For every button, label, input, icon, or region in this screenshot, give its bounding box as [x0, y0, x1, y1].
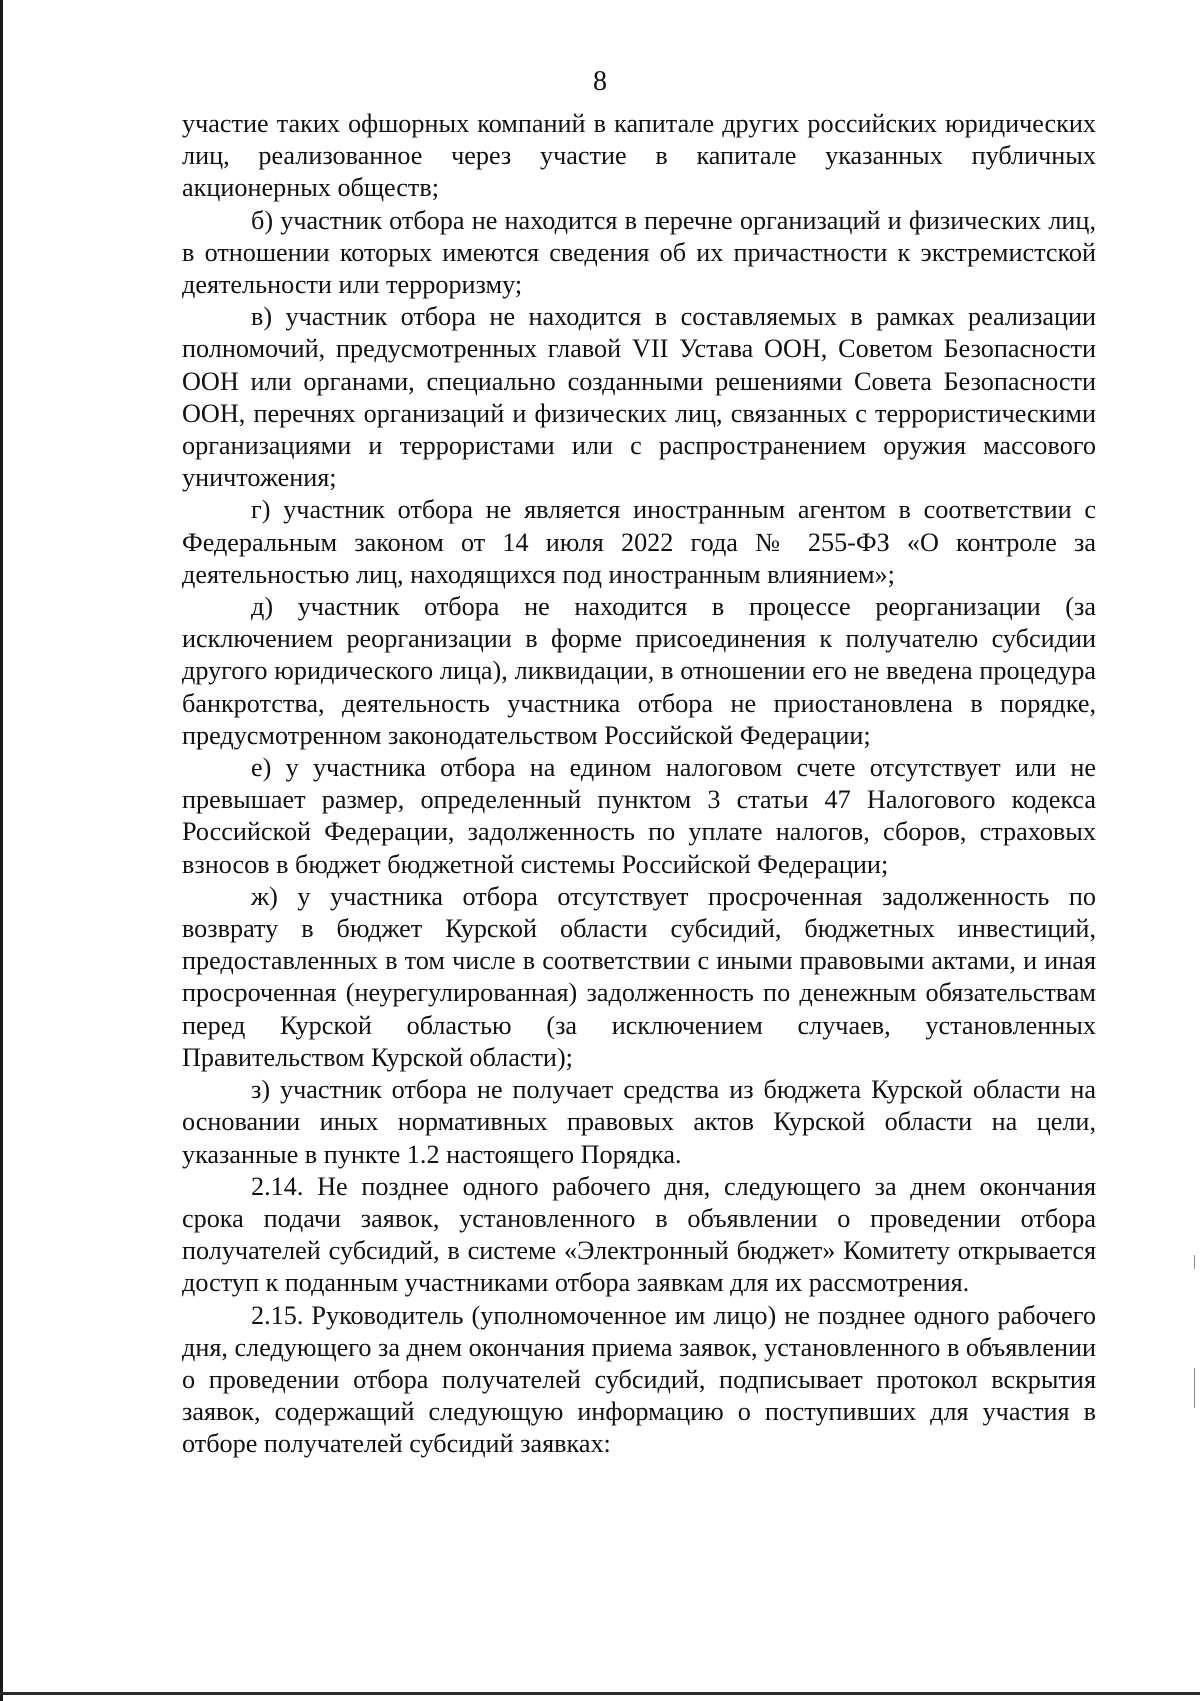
paragraph-item-b: б) участник отбора не находится в перечне организаций и физических лиц, в отношении которых имеются сведения об их причастности к экстремистской деятельности или терроризму; [182, 205, 1096, 300]
paragraph-item-z: з) участник отбора не получает средства из бюджета Курской области на основании иных нормативных правовых актов Курской области на цели, указанные в пункте 1.2 настоящего Порядка. [182, 1075, 1096, 1169]
scan-mark-upper [1194, 1255, 1195, 1269]
document-body [182, 108, 1096, 1461]
paragraph-item-zh: ж) у участника отбора отсутствует просроченная задолженность по возврату в бюджет Курской области субсидий, бюджетных инвестиций, предоставленных в том числе в соответствии с иными правовыми актами, и иная просроченная (неурегулированная) задолженность по денежным обязательствам перед Курской областью (за исключением случаев, установленных Правительством Курской области); [182, 881, 1096, 1072]
paragraph-clause-2-14: 2.14. Не позднее одного рабочего дня, следующего за днем окончания срока подачи заявок, установленного в объявлении о проведении отбора получателей субсидий, в системе «Электронный бюджет» Комитету открывается доступ к поданным участниками отбора заявкам для их рассмотрения. [182, 1171, 1096, 1298]
paragraph-item-e: е) у участника отбора на едином налоговом счете отсутствует или не превышает размер, определенный пунктом 3 статьи 47 Налогового кодекса Российской Федерации, задолженность по уплате налогов, сборов, страховых взносов в бюджет бюджетной системы Российской Федерации; [182, 753, 1096, 879]
scan-left-edge [0, 0, 3, 1701]
paragraph-item-v: в) участник отбора не находится в составляемых в рамках реализации полномочий, предусмотренных главой VII Устава ООН, Советом Безопасности ООН или органами, специально созданными решениями Совета Безопасности ООН, перечнях организаций и физических лиц, связанных с террористическими организациями и террористами или с распространением оружия массового уничтожения; [182, 302, 1096, 493]
paragraph-continuation: участие таких офшорных компаний в капитале других российских юридических лиц, реализованное через участие в капитале указанных публичных акционерных обществ; [182, 109, 1096, 203]
paragraph-clause-2-15: 2.15. Руководитель (уполномоченное им лицо) не позднее одного рабочего дня, следующего за днем окончания приема заявок, установленного в объявлении о проведении отбора получателей субсидий, подписывает протокол вскрытия заявок, содержащий следующую информацию о поступивших для участия в отборе получателей субсидий заявках: [182, 1300, 1096, 1459]
paragraph-item-g: г) участник отбора не является иностранным агентом в соответствии с Федеральным законом от 14 июля 2022 года № 255-ФЗ «О контроле за деятельностью лиц, находящихся под иностранным влиянием»; [182, 495, 1096, 589]
scan-mark-lower [1194, 1368, 1195, 1408]
page-number: 8 [593, 66, 607, 97]
scan-bottom-edge [0, 1692, 1200, 1695]
paragraph-item-d: д) участник отбора не находится в процессе реорганизации (за исключением реорганизации в форме присоединения к получателю субсидии другого юридического лица), ликвидации, в отношении его не введена процедура банкротства, деятельность участника отбора не приостановлена в порядке, предусмотренном законодательством Российской Федерации; [182, 592, 1096, 750]
